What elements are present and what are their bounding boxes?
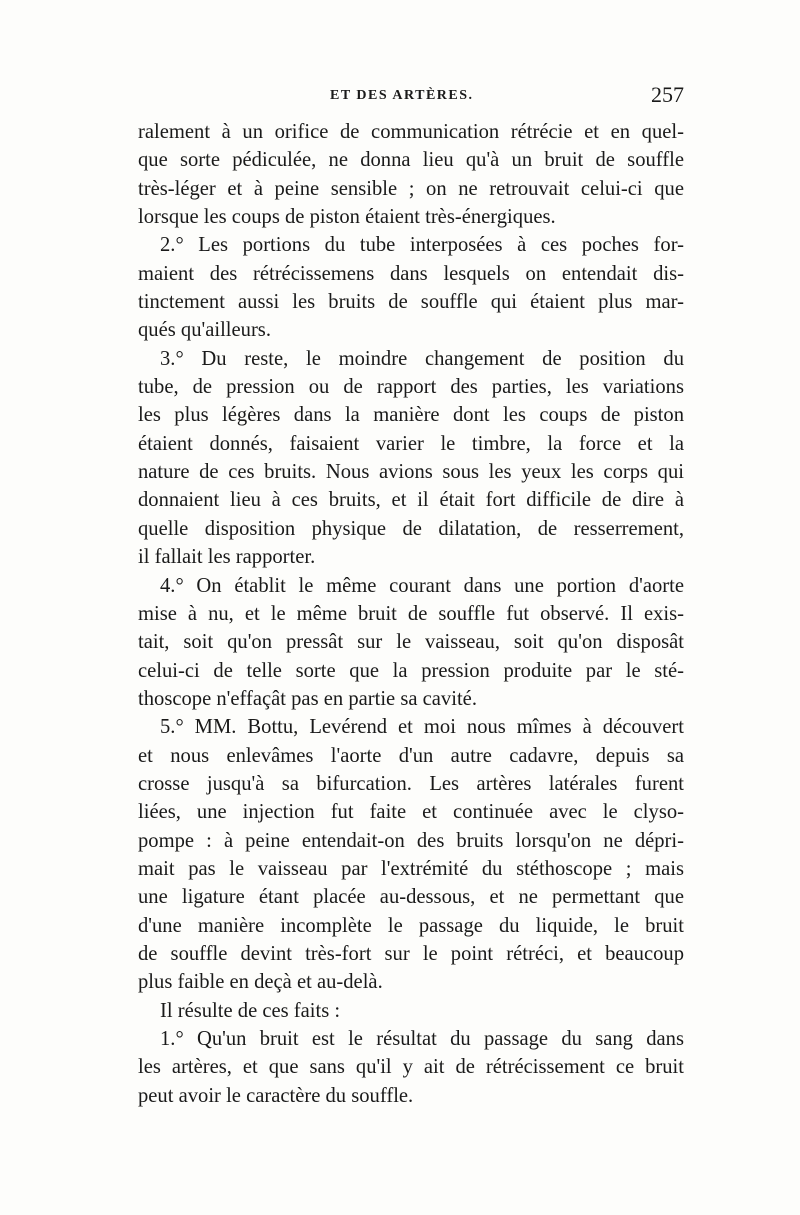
text-line: quelle disposition physique de dilatation, de resserrement, [138,517,684,540]
text-line: liées, une injection fut faite et continuée avec le clyso- [138,801,684,824]
paragraph-point-5 [138,713,684,996]
paragraph-point-2 [138,231,684,344]
text-line: plus faible en deçà et au-delà. [138,971,383,994]
text-line: thoscope n'effaçât pas en partie sa cavité. [138,687,477,710]
paragraph-point-3 [138,345,684,572]
text-line: lorsque les coups de piston étaient très-énergiques. [138,206,556,229]
text-line: 4.° On établit le même courant dans une portion d'aorte [160,574,684,597]
text-line: une ligature étant placée au-dessous, et ne permettant que [138,886,684,909]
text-line: étaient donnés, faisaient varier le timbre, la force et la [138,432,684,455]
text-line: nature de ces bruits. Nous avions sous les yeux les corps qui [138,461,684,484]
page-number: 257 [651,82,684,107]
text-line: celui-ci de telle sorte que la pression produite par le sté- [138,659,684,682]
text-line: les plus légères dans la manière dont les coups de piston [138,404,684,427]
text-line: mait pas le vaisseau par l'extrémité du stéthoscope ; mais [138,857,684,880]
text-line: tinctement aussi les bruits de souffle qui étaient plus mar- [138,291,684,314]
text-line: peut avoir le caractère du souffle. [138,1084,414,1107]
text-line: mise à nu, et le même bruit de souffle fut observé. Il exis- [138,602,684,625]
text-line: qués qu'ailleurs. [138,319,271,342]
text-line: d'une manière incomplète le passage du liquide, le bruit [138,914,684,937]
text-line: 1.° Qu'un bruit est le résultat du passage du sang dans [160,1028,684,1050]
text-line: très-léger et à peine sensible ; on ne retrouvait celui-ci que [138,177,684,200]
running-head [138,82,684,116]
text-line: et nous enlevâmes l'aorte d'un autre cadavre, depuis sa [138,744,684,767]
text-line: pompe : à peine entendait-on des bruits lorsqu'on ne dépri- [138,829,684,852]
text-line: 2.° Les portions du tube interposées à ces poches for- [160,234,684,257]
text-line: donnaient lieu à ces bruits, et il était fort difficile de dire à [138,489,684,512]
text-line: ralement à un orifice de communication rétrécie et en quel- [138,121,684,143]
running-title: ET DES ARTÈRES. [330,88,474,103]
paragraph-continuation [138,118,684,231]
text-line: 3.° Du reste, le moindre changement de position du [160,347,684,370]
paragraph-conclusion-1 [138,1025,684,1110]
text-line: tait, soit qu'on pressât sur le vaisseau, soit qu'on disposât [138,631,684,654]
text-line: que sorte pédiculée, ne donna lieu qu'à un bruit de souffle [138,149,684,172]
text-line: de souffle devint très-fort sur le point rétréci, et beaucoup [138,942,684,965]
text-line: il fallait les rapporter. [138,546,316,569]
text-line: tube, de pression ou de rapport des parties, les variations [138,376,684,399]
text-line: maient des rétrécissemens dans lesquels on entendait dis- [138,262,684,285]
paragraph-conclusion-intro [138,997,684,1025]
text-line: crosse jusqu'à sa bifurcation. Les artères latérales furent [138,772,684,795]
body-text [138,118,684,1110]
text-line: Il résulte de ces faits : [160,999,341,1022]
text-line: 5.° MM. Bottu, Levérend et moi nous mîmes à découvert [160,716,684,739]
text-line: les artères, et que sans qu'il y ait de rétrécissement ce bruit [138,1056,684,1079]
paragraph-point-4 [138,572,684,714]
